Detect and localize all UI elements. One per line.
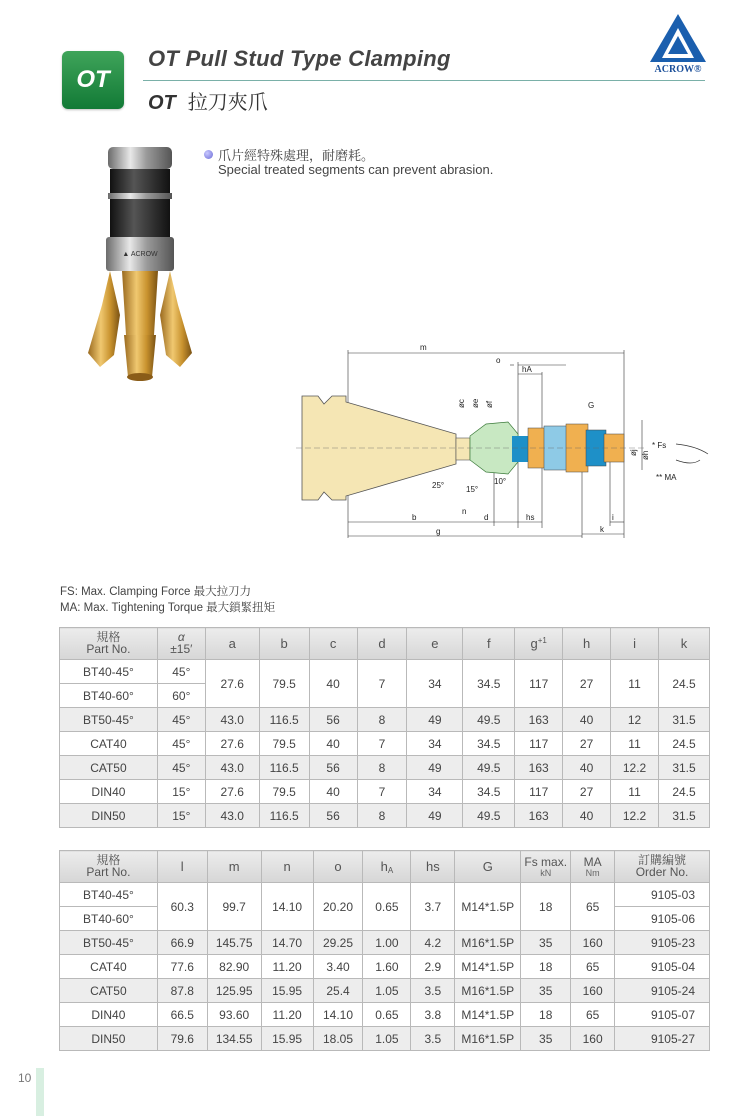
cell-alpha: 60° [157, 684, 205, 708]
cell-e: 49 [407, 708, 463, 732]
cell-k: 24.5 [659, 732, 710, 756]
cell-o: 3.40 [313, 955, 363, 979]
cell-order-no: 9105-24 [615, 979, 710, 1003]
cell-n: 15.95 [261, 979, 313, 1003]
cell-alpha: 15° [157, 780, 205, 804]
col-h: h [563, 628, 611, 660]
cell-o: 25.4 [313, 979, 363, 1003]
cell-G: M14*1.5P [455, 955, 521, 979]
cell-G: M16*1.5P [455, 1027, 521, 1051]
table-row [60, 883, 710, 907]
cell-fs: 35 [521, 931, 571, 955]
cell-hs: 3.7 [411, 883, 455, 931]
order-table [59, 850, 710, 1051]
label-g: g [436, 527, 441, 536]
cell-n: 14.10 [261, 883, 313, 931]
col-b: b [259, 628, 309, 660]
col-ma: MA Nm [571, 851, 615, 883]
cell-k: 24.5 [659, 660, 710, 708]
cell-n: 11.20 [261, 955, 313, 979]
label-b: b [412, 513, 417, 522]
cell-g: 163 [515, 804, 563, 828]
cell-hA: 0.65 [363, 1003, 411, 1027]
product-photo [80, 145, 200, 385]
cell-hs: 3.5 [411, 979, 455, 1003]
cell-fs: 18 [521, 883, 571, 931]
label-hA: hA [522, 365, 532, 374]
cell-e: 49 [407, 756, 463, 780]
cell-alpha: 45° [157, 732, 205, 756]
cell-k: 31.5 [659, 804, 710, 828]
cell-hs: 4.2 [411, 931, 455, 955]
cell-hA: 1.05 [363, 1027, 411, 1051]
cell-h: 27 [563, 660, 611, 708]
cell-part-no: CAT40 [60, 732, 158, 756]
ot-badge [62, 51, 124, 109]
cell-i: 11 [611, 660, 659, 708]
cell-h: 40 [563, 756, 611, 780]
cell-h: 27 [563, 732, 611, 756]
cell-c: 56 [309, 708, 357, 732]
cell-f: 34.5 [463, 732, 515, 756]
label-i: i [612, 513, 614, 522]
label-angle-15: 15° [466, 485, 479, 494]
subtitle-prefix: OT [148, 92, 176, 114]
cell-part-no: BT40-45° [60, 883, 158, 907]
col-hs: hs [411, 851, 455, 883]
cell-d: 8 [357, 804, 407, 828]
cell-a: 43.0 [205, 708, 259, 732]
cell-ma: 160 [571, 979, 615, 1003]
cell-order-no: 9105-23 [615, 931, 710, 955]
note-ma: MA: Max. Tightening Torque 最大鎖緊扭矩 [60, 602, 276, 614]
page-title: OT Pull Stud Type Clamping [148, 46, 451, 71]
table-row [60, 931, 710, 955]
cell-G: M16*1.5P [455, 931, 521, 955]
acrow-logo [648, 12, 708, 76]
cell-c: 56 [309, 804, 357, 828]
cell-d: 7 [357, 660, 407, 708]
cell-order-no: 9105-04 [615, 955, 710, 979]
page-number: 10 [18, 1071, 32, 1085]
cell-f: 49.5 [463, 756, 515, 780]
cell-order-no: 9105-07 [615, 1003, 710, 1027]
cell-G: M14*1.5P [455, 883, 521, 931]
col-i: i [611, 628, 659, 660]
table-row [60, 756, 710, 780]
cell-alpha: 45° [157, 756, 205, 780]
table-row [60, 732, 710, 756]
cell-d: 8 [357, 756, 407, 780]
cell-b: 116.5 [259, 708, 309, 732]
cell-o: 29.25 [313, 931, 363, 955]
cell-o: 14.10 [313, 1003, 363, 1027]
cell-ma: 160 [571, 1027, 615, 1051]
cell-alpha: 45° [157, 660, 205, 684]
cell-g: 117 [515, 732, 563, 756]
cell-c: 40 [309, 732, 357, 756]
cell-h: 40 [563, 708, 611, 732]
cell-g: 163 [515, 708, 563, 732]
cell-hs: 3.5 [411, 1027, 455, 1051]
label-j: øj [629, 449, 638, 456]
table-row [60, 780, 710, 804]
col-part-no: 規格 Part No. [60, 628, 158, 660]
page-edge-bar [36, 1068, 44, 1116]
cell-e: 49 [407, 804, 463, 828]
label-angle-25: 25° [432, 481, 445, 490]
col-g: $g^{+1}$ [515, 628, 563, 660]
cell-l: 66.9 [157, 931, 207, 955]
cell-i: 12.2 [611, 756, 659, 780]
cell-n: 14.70 [261, 931, 313, 955]
col-o: o [313, 851, 363, 883]
col-k: k [659, 628, 710, 660]
cell-m: 134.55 [207, 1027, 261, 1051]
cell-part-no: BT50-45° [60, 931, 158, 955]
cell-e: 34 [407, 732, 463, 756]
cell-hs: 3.8 [411, 1003, 455, 1027]
label-d: d [484, 513, 489, 522]
label-MA: ** MA [656, 473, 677, 482]
cell-fs: 35 [521, 979, 571, 1003]
cell-e: 34 [407, 660, 463, 708]
title-divider [143, 80, 705, 81]
cell-ma: 65 [571, 883, 615, 931]
label-f: øf [485, 400, 494, 408]
cell-g: 117 [515, 780, 563, 804]
label-Fs: * Fs [652, 441, 667, 450]
cell-part-no: DIN50 [60, 804, 158, 828]
cell-i: 12 [611, 708, 659, 732]
bullet-icon [204, 150, 213, 159]
col-alpha: α ±15′ [157, 628, 205, 660]
table-row [60, 804, 710, 828]
col-a: a [205, 628, 259, 660]
cell-order-no: 9105-27 [615, 1027, 710, 1051]
label-n: n [462, 507, 467, 516]
cell-g: 163 [515, 756, 563, 780]
col-order-no: 訂購編號 Order No. [615, 851, 710, 883]
cell-hA: 1.05 [363, 979, 411, 1003]
cell-b: 116.5 [259, 804, 309, 828]
cell-i: 11 [611, 732, 659, 756]
badge-text: OT [76, 66, 110, 93]
cell-f: 49.5 [463, 708, 515, 732]
cell-k: 31.5 [659, 708, 710, 732]
svg-text:▲ ACROW: ▲ ACROW [122, 251, 158, 258]
cell-hA: 0.65 [363, 883, 411, 931]
cell-o: 18.05 [313, 1027, 363, 1051]
cell-l: 87.8 [157, 979, 207, 1003]
logo-text: ACROW® [654, 64, 702, 75]
cell-m: 145.75 [207, 931, 261, 955]
cell-c: 56 [309, 756, 357, 780]
cell-m: 125.95 [207, 979, 261, 1003]
col-G: G [455, 851, 521, 883]
label-k: k [600, 525, 604, 534]
logo-triangle-icon [648, 12, 708, 64]
cell-b: 116.5 [259, 756, 309, 780]
cell-order-no: 9105-03 [615, 883, 710, 907]
col-fs: Fs max. kN [521, 851, 571, 883]
cell-h: 40 [563, 804, 611, 828]
cell-b: 79.5 [259, 660, 309, 708]
cell-d: 8 [357, 708, 407, 732]
cell-b: 79.5 [259, 780, 309, 804]
page-subtitle [148, 86, 268, 115]
col-c: c [309, 628, 357, 660]
cell-c: 40 [309, 660, 357, 708]
cell-i: 12.2 [611, 804, 659, 828]
cell-fs: 18 [521, 955, 571, 979]
note-fs: FS: Max. Clamping Force 最大拉刀力 [60, 586, 252, 598]
cell-a: 27.6 [205, 660, 259, 708]
table-row [60, 979, 710, 1003]
cell-n: 15.95 [261, 1027, 313, 1051]
label-c: øc [457, 399, 466, 408]
label-h: øh [641, 450, 650, 460]
cell-e: 34 [407, 780, 463, 804]
cell-a: 27.6 [205, 780, 259, 804]
cell-c: 40 [309, 780, 357, 804]
cell-f: 49.5 [463, 804, 515, 828]
col-e: e [407, 628, 463, 660]
cell-g: 117 [515, 660, 563, 708]
label-e: øe [471, 398, 480, 408]
cell-ma: 65 [571, 955, 615, 979]
cell-part-no: BT50-45° [60, 708, 158, 732]
feature-text-en: Special treated segments can prevent abrasion. [218, 162, 494, 177]
label-hs: hs [526, 513, 535, 522]
cell-b: 79.5 [259, 732, 309, 756]
cell-hA: 1.00 [363, 931, 411, 955]
cell-l: 77.6 [157, 955, 207, 979]
cell-ma: 160 [571, 931, 615, 955]
cell-part-no: CAT50 [60, 756, 158, 780]
cell-part-no: DIN40 [60, 1003, 158, 1027]
col-part-no: 規格 Part No. [60, 851, 158, 883]
cell-i: 11 [611, 780, 659, 804]
dimension-table [59, 627, 710, 828]
table-row [60, 955, 710, 979]
cell-m: 82.90 [207, 955, 261, 979]
cell-order-no: 9105-06 [615, 907, 710, 931]
table-row [60, 660, 710, 684]
cell-part-no: DIN40 [60, 780, 158, 804]
label-G: G [588, 401, 595, 410]
cell-k: 24.5 [659, 780, 710, 804]
col-n: n [261, 851, 313, 883]
cell-m: 93.60 [207, 1003, 261, 1027]
cell-k: 31.5 [659, 756, 710, 780]
cell-f: 34.5 [463, 660, 515, 708]
cell-l: 60.3 [157, 883, 207, 931]
subtitle-text: 拉刀夾爪 [187, 90, 268, 114]
cell-part-no: CAT50 [60, 979, 158, 1003]
cell-G: M16*1.5P [455, 979, 521, 1003]
cell-f: 34.5 [463, 780, 515, 804]
cell-fs: 35 [521, 1027, 571, 1051]
col-f: f [463, 628, 515, 660]
cell-hA: 1.60 [363, 955, 411, 979]
table-row [60, 708, 710, 732]
cell-a: 43.0 [205, 756, 259, 780]
label-m: m [420, 343, 427, 352]
table-row [60, 1027, 710, 1051]
cell-o: 20.20 [313, 883, 363, 931]
cell-d: 7 [357, 732, 407, 756]
cell-h: 27 [563, 780, 611, 804]
cell-ma: 65 [571, 1003, 615, 1027]
table-row [60, 1003, 710, 1027]
cell-part-no: BT40-45° [60, 660, 158, 684]
col-l: l [157, 851, 207, 883]
cell-part-no: BT40-60° [60, 684, 158, 708]
cell-part-no: CAT40 [60, 955, 158, 979]
cell-part-no: BT40-60° [60, 907, 158, 931]
cell-hs: 2.9 [411, 955, 455, 979]
cell-d: 7 [357, 780, 407, 804]
cell-a: 43.0 [205, 804, 259, 828]
technical-drawing [296, 338, 722, 548]
label-o: o [496, 356, 501, 365]
cell-m: 99.7 [207, 883, 261, 931]
cell-alpha: 15° [157, 804, 205, 828]
cell-n: 11.20 [261, 1003, 313, 1027]
cell-a: 27.6 [205, 732, 259, 756]
col-m: m [207, 851, 261, 883]
feature-text-zh: 爪片經特殊處理，耐磨耗。 [218, 149, 375, 164]
cell-l: 66.5 [157, 1003, 207, 1027]
cell-l: 79.6 [157, 1027, 207, 1051]
cell-part-no: DIN50 [60, 1027, 158, 1051]
cell-G: M14*1.5P [455, 1003, 521, 1027]
col-d: d [357, 628, 407, 660]
cell-fs: 18 [521, 1003, 571, 1027]
cell-alpha: 45° [157, 708, 205, 732]
col-hA: $h_A$ [363, 851, 411, 883]
label-angle-10: 10° [494, 477, 507, 486]
